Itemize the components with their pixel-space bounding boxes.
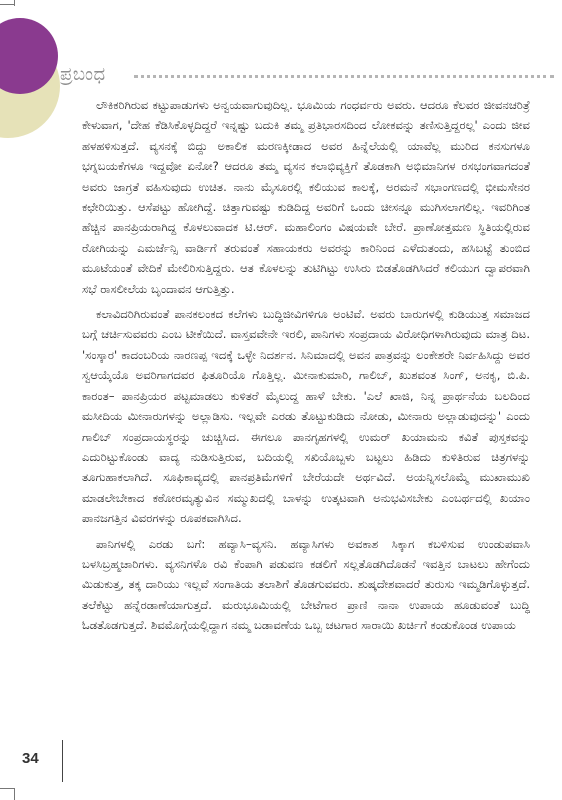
margin-rule — [62, 740, 63, 782]
page-number: 34 — [22, 750, 39, 767]
crop-mark — [14, 788, 15, 800]
paragraph: ಪಾನಿಗಳಲ್ಲಿ ಎರಡು ಬಗೆ: ಹವ್ಯಾಸಿ–ವ್ಯಸನಿ. ಹವ್ಯಾಸಿಗಳು ಅವಕಾಶ ಸಿಕ್ಕಾಗ ಕಬಳಿಸುವ ಉಂಡುಪವಾಸಿ ಬಳಸಿಬ್ರಹ್ಮಚಾರಿಗಳು. ವ್ಯಸನಿಗಳೊ ರವಿ ಕೆಂಪಾಗಿ ಪಡುವಣ ಕಡಲಿಗೆ ಸಲ್ಲತೊಡಗಿದೊಡನೆ ಇವತ್ತಿನ ಬಾಟಲು ಹೇಗೆಂದು ಮಿಡುಕುತ್ತ, ತಕ್ಕ ದಾರಿಯು ಇಲ್ಲವೆ ಸಂಗಾತಿಯ ತಲಾಶಿಗೆ ತೊಡಗುವವರು. ಶುಷ್ಕದೇಶವಾದರೆ ತುರುಸು ಇಮ್ಮಡಿಗೊಳ್ಳುತ್ತದೆ. ತಲೆಕೆಟ್ಟು ಹನ್ನೆರಡಾಣೆಯಾಗುತ್ತದೆ. ಮರುಭೂಮಿಯಲ್ಲಿ ಬೇಟೆಗಾರ ಪ್ರಾಣಿ ನಾನಾ ಉಪಾಯ ಹೂಡುವಂತೆ ಬುದ್ಧಿ ಓಡತೊಡಗುತ್ತದೆ. ಶಿವಮೊಗ್ಗೆಯಲ್ಲಿದ್ದಾಗ ನಮ್ಮ ಬಡಾವಣೆಯ ಒಬ್ಬ ಚಟಗಾರ ಸಾರಾಯಿ ಖರ್ಚಿಗೆ ಕಂಡುಕೊಂಡ ಉಪಾಯ — [82, 536, 530, 633]
article-body — [82, 95, 530, 636]
crop-mark — [0, 788, 14, 789]
crop-mark — [0, 4, 14, 5]
crop-mark — [14, 0, 15, 6]
paragraph: ಕಲಾವಿದರಿಗಿರುವಂತೆ ಪಾನಕಲಂಕದ ಕಲೆಗಳು ಬುದ್ಧಿಜೀವಿಗಳಿಗೂ ಅಂಟಿವೆ. ಅವರು ಬಾರುಗಳಲ್ಲಿ ಕುಡಿಯುತ್ತ ಸಮಾಜದ ಬಗ್ಗೆ ಚರ್ಚಿಸುವವರು ಎಂಬ ಟೀಕೆಯಿದೆ. ವಾಸ್ತವವೇನೇ ಇರಲಿ, ಪಾನಿಗಳು ಸಂಪ್ರದಾಯ ವಿರೋಧಿಗಳಾಗಿರುವುದು ಮಾತ್ರ ದಿಟ. 'ಸಂಸ್ಕಾರ' ಕಾದಂಬರಿಯ ನಾರಣಪ್ಪ ಇದಕ್ಕೆ ಒಳ್ಳೇ ನಿದರ್ಶನ. ಸಿನಿಮಾದಲ್ಲಿ ಅವನ ಪಾತ್ರವನ್ನು ಲಂಕೇಶರೇ ನಿರ್ವಹಿಸಿದ್ದು ಅವರ ಸ್ವಆಯ್ಕೆಯೊ ಅವರಿಗಾಗದವರ ಫಿತೂರಿಯೊ ಗೊತ್ತಿಲ್ಲ. ಮೀನಾಕುಮಾರಿ, ಗಾಲಿಬ್, ಖುಶವಂತ ಸಿಂಗ್, ಅನಕೃ, ಬಿ.ಪಿ. ಕಾರಂತ– ಪಾನಪ್ರಿಯರ ಪಟ್ಟಮಾಡಲು ಕುಳಿತರೆ ಮೈಲುದ್ದ ಹಾಳೆ ಬೇಕು. 'ಎಲೆ ಖಾಜಿ, ನಿನ್ನ ಪ್ರಾರ್ಥನೆಯ ಬಲದಿಂದ ಮಸೀದಿಯ ಮೀನಾರುಗಳನ್ನು ಅಲ್ಲಾಡಿಸು. ಇಲ್ಲವೇ ಎರಡು ತೊಟ್ಟುಕುಡಿದು ನೋಡು, ಮೀನಾರು ಅಲ್ಲಾಡುವುದನ್ನು' ಎಂದು ಗಾಲಿಬ್ ಸಂಪ್ರದಾಯಸ್ಥರನ್ನು ಚುಚ್ಚಿಸಿದ. ಈಗಲೂ ಪಾನಗೃಹಗಳಲ್ಲಿ ಉಮರ್ ಖಯಾಮನು ಕವಿತೆ ಪುಸ್ತಕವನ್ನು ಎದುರಿಟ್ಟುಕೊಂಡು ವಾದ್ಯ ನುಡಿಸುತ್ತಿರುವ, ಬದಿಯಲ್ಲಿ ಸಖಿಯೊಬ್ಬಳು ಬಟ್ಟಲು ಹಿಡಿದು ಕುಳಿತಿರುವ ಚಿತ್ರಗಳನ್ನು ತೂಗುಹಾಕಲಾಗಿದೆ. ಸೂಫಿಕಾವ್ಯದಲ್ಲಿ ಪಾನಪ್ರತಿಮೆಗಳಿಗೆ ಬೇರೆಯದೇ ಅರ್ಥವಿದೆ. ಅಯನ್ನಿಸಲೊಮ್ಮೆ ಮುಖಾಮುಖಿ ಮಾಡಲೇಬೇಕಾದ ಕಠೋರಮೃತ್ಯುವಿನ ಸಮ್ಮುಖದಲ್ಲಿ ಬಾಳನ್ನು ಉತ್ಕಟವಾಗಿ ಅನುಭವಿಸಬೇಕು ಎಂಬರ್ಥದಲ್ಲಿ ಖಯಾಂ ಪಾನಜಗತ್ತಿನ ವಿವರಗಳನ್ನು ರೂಪಕವಾಗಿಸಿದ. — [82, 307, 530, 526]
section-title: ಪ್ರಬಂಧ — [60, 64, 106, 85]
paragraph: ಲೌಕಿಕರಿಗಿರುವ ಕಟ್ಟುಪಾಡುಗಳು ಅನ್ವಯವಾಗುವುದಿಲ್ಲ. ಭೂಮಿಯ ಗಂಧರ್ವರು ಅವರು. ಆದರೂ ಕೆಲವರ ಜೀವನಚರಿತ್ರೆ ಕೇಳುವಾಗ, 'ದೇಹ ಕೆಡಿಸಿಕೊಳ್ಳದಿದ್ದರೆ ಇನ್ನಷ್ಟು ಬದುಕಿ ತಮ್ಮ ಪ್ರತಿಭಾರಸದಿಂದ ಲೋಕವನ್ನು ತಣಿಸುತ್ತಿದ್ದರಲ್ಲ' ಎಂದು ಜೀವ ಹಳಹಳಿಸುತ್ತದೆ. ವ್ಯಸನಕ್ಕೆ ಬಿದ್ದು ಅಕಾಲಿಕ ಮರಣಕ್ಕೀಡಾದ ಅವರ ಹಿನ್ನೆಲೆಯಲ್ಲಿ ಯಾವೆಲ್ಲ ಮುರಿದ ಕನಸುಗಳೂ ಭಗ್ನಬಯಕೆಗಳೂ ಇದ್ದವೋ ಏನೋ? ಆದರೂ ತಮ್ಮ ವ್ಯಸನ ಕಲಾಭಿವ್ಯಕ್ತಿಗೆ ತೊಡಕಾಗಿ ಅಭಿಮಾನಿಗಳ ರಸಭಂಗವಾಗದಂತೆ ಅವರು ಜಾಗ್ರತೆ ವಹಿಸುವುದು ಉಚಿತ. ನಾನು ಮೈಸೂರಲ್ಲಿ ಕಲಿಯುವ ಕಾಲಕ್ಕೆ, ಅರಮನೆ ಸಭಾಂಗಣದಲ್ಲಿ ಭೀಮಸೇನರ ಕಛೇರಿಯಿತ್ತು. ಆಸೆಪಟ್ಟು ಹೋಗಿದ್ದೆ. ಚಿತ್ತಾಗುವಷ್ಟು ಕುಡಿದಿದ್ದ ಅವರಿಗೆ ಒಂದು ಚೀಸನ್ನೂ ಮುಗಿಸಲಾಗಲಿಲ್ಲ. ಇವರಿಗಿಂತ ಹೆಚ್ಚಿನ ಪಾನಪ್ರಿಯರಾಗಿದ್ದ ಕೊಳಲುವಾದಕ ಟಿ.ಆರ್. ಮಹಾಲಿಂಗಂ ವಿಷಯವೇ ಬೇರೆ. ಪ್ರಾಣೋತ್ತಮಣ ಸ್ಥಿತಿಯಲ್ಲಿರುವ ರೋಗಿಯನ್ನು ಎಮರ್ಜೆನ್ಸಿ ವಾರ್ಡಿಗೆ ತರುವಂತೆ ಸಹಾಯಕರು ಅವರನ್ನು ಕಾರಿನಿಂದ ಎಳೆದುತಂದು, ಹಸಿಬಟ್ಟೆ ತುಂಬಿದ ಮೂಟೆಯಂತೆ ವೇದಿಕೆ ಮೇಲಿರಿಸುತ್ತಿದ್ದರು. ಆತ ಕೊಳಲನ್ನು ತುಟಿಗಿಟ್ಟು ಉಸಿರು ಬಿಡತೊಡಗಿಸಿದರೆ ಕಲಿಯುಗ ದ್ವಾಪರವಾಗಿ ಸಭೆ ರಾಸಲೀಲೆಯ ಬೃಂದಾವನ ಆಗುತ್ತಿತ್ತು. — [82, 98, 530, 296]
title-dotted-rule — [134, 75, 554, 78]
